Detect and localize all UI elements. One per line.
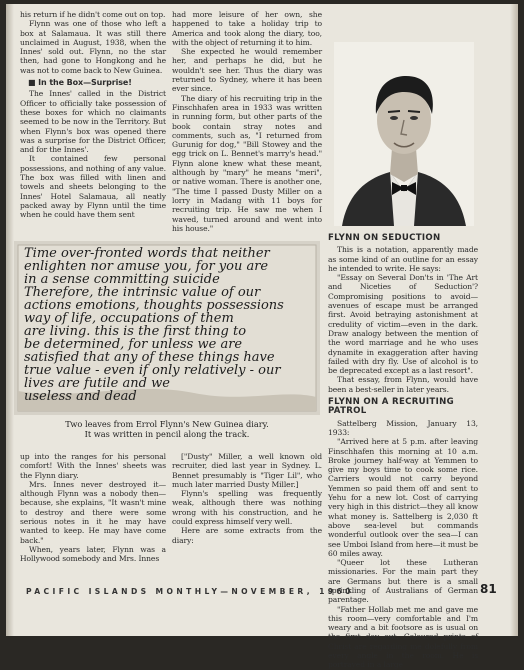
portrait-illustration — [334, 42, 474, 226]
paragraph: Sattelberg Mission, January 13, 1933: — [328, 418, 478, 437]
diary-caption — [14, 419, 320, 439]
section-heading: FLYNN ON SEDUCTION — [328, 233, 441, 243]
paragraph: "Queer lot these Lutheran missionaries. For the main part they are Germans but there is a small sprinkling of Australians of German parentage. — [328, 558, 478, 605]
subheading: ■ In the Box—Surprise! — [28, 78, 132, 88]
errol-flynn-portrait — [334, 42, 474, 226]
paragraph: Mrs. Innes never destroyed it—although Flynn was a nobody then—because, she explains, "It wasn't mine to destroy and there were some serious notes in it he may have wanted to keep. He may have come back." — [20, 479, 166, 545]
paragraph: "Father Hollab met me and gave me this room—very comfortable and I'm weary and a bit footsore as is usual on the first day out. Coloured prints of Christ are regarding me dolefully from every angle in the room. He is portrayed in a large — [328, 604, 478, 670]
magazine-page — [6, 4, 518, 670]
diary-line: useless and dead — [24, 389, 137, 404]
page-footer: PACIFIC ISLANDS MONTHLY—NOVEMBER, 1960 — [26, 587, 354, 596]
column-2-bottom — [172, 452, 322, 545]
column-3 — [328, 230, 478, 670]
paragraph: "Essay on Several Don'ts in 'The Art and Niceties of Seduction'? Compromising positions to avoid—avenues of escape must be arranged first. Avoid betraying astonishment at credulity of victim—even in the dark. Draw analogy between the mention of the word marriage and he who uses dynamite in exaggeration after having failed with dry fly. Use of alcohol is to be deprecated except as a last resort". — [328, 273, 478, 376]
paragraph: When, years later, Flynn was a Hollywood somebody and Mrs. Innes — [20, 544, 166, 564]
diary-line: way of life, occupations of them — [24, 311, 234, 326]
subheading-text: In the Box—Surprise! — [38, 78, 132, 88]
paragraph: his return if he didn't come out on top. — [20, 10, 166, 19]
paragraph: The diary of his recruiting trip in the Finschhafen area in 1933 was written in running form, but other parts of the book contain stray notes and comments, such as, "I returned from Gurunig for dog," "Bill Stowey and the egg trick on L. Bennet's marry's head." Flynn alone knew what these meant, although by "mary" he means "meri", or native woman. There is another one, "The time I passed Dusty Miller on a lorry in Madang with 11 boys for recruiting trip. He saw me when I waved, turned around and went into his house." — [172, 93, 322, 233]
diary-line: Time over-fronted words that neither — [24, 246, 270, 261]
paragraph: "Arrived here at 5 p.m. after leaving Finschhafen this morning at 10 a.m. Broke journey half-way at Yemmen to give my boys time to cook some rice. Carriers would not carry beyond Yemmen so paid them off and sent to Yehu for a new lot. Cost of carrying very high in this district—they all know what money is. Sattelberg is 2,030 ft above sea-level but commands wonderful outlook over the sea—I can see Umboi Island from here—it must be 60 miles away. — [328, 437, 478, 558]
column-1-bottom — [20, 452, 166, 564]
page-spine-shadow — [6, 4, 14, 636]
caption-line: Two leaves from Errol Flynn's New Guinea diary. — [65, 419, 269, 429]
diary-line: Therefore, the intrinsic value of our — [24, 285, 261, 300]
diary-line: in a sense committing suicide — [24, 272, 220, 287]
diary-line: actions emotions, thoughts possessions — [24, 298, 284, 313]
paragraph: had more leisure of her own, she happened to take a holiday trip to America and took along the diary, too, with the object of returning it to him. — [172, 10, 322, 47]
diary-line: be determined, for unless we are — [24, 337, 243, 352]
page-edge-shadow — [510, 4, 518, 636]
diary-line: true value - even if only relatively - our — [24, 363, 281, 378]
diary-handwriting-image — [14, 241, 320, 415]
paragraph: up into the ranges for his personal comfort! With the Innes' sheets was the Flynn diary. — [20, 452, 166, 480]
paragraph: This is a notation, apparently made as some kind of an outline for an essay he intended to write. He says: — [328, 245, 478, 273]
paragraph: Flynn's spelling was frequently weak, although there was nothing wrong with his construction, and he could express himself very well. — [172, 489, 322, 527]
paragraph: ["Dusty" Miller, a well known old recruiter, died last year in Sydney. L. Bennet presumably is "Tiger Lil", who much later married Dusty Miller.] — [172, 452, 322, 489]
paragraph: The Innes' called in the District Officer to officially take possession of these boxes for which no claimants seemed to be now in the Territory. But when Flynn's box was opened there was a surprise for the District Officer, and for the Innes'. — [20, 89, 166, 155]
page-number: 81 — [480, 582, 497, 596]
paragraph: Flynn was one of those who left a box at Salamaua. It was still there unclaimed in August, 1938, when the Innes' sold out. Flynn, no the star then, had gone to Hongkong and he was not to come back to New Guinea. — [20, 19, 166, 75]
diary-line: satisfied that any of these things have — [24, 350, 275, 365]
paragraph: She expected he would remember her, and perhaps he did, but he wouldn't see her. Thus the diary was returned to Sydney, where it has been ever since. — [172, 47, 322, 94]
column-2-top — [172, 10, 322, 233]
paragraph: It contained few personal possessions, and nothing of any value. The box was filled with linen and towels and sheets belonging to the Innes' Hotel Salamaua, all neatly packed away by Flynn until the time when he could have them sent — [20, 154, 166, 220]
column-1-top — [20, 10, 166, 220]
paragraph: That essay, from Flynn, would have been a best-seller in later years. — [328, 375, 478, 394]
diary-line: are living. this is the first thing to — [24, 324, 247, 339]
diary-line: lives are futile and we — [24, 376, 170, 391]
caption-line: It was written in pencil along the track. — [84, 429, 250, 439]
diary-line: enlighten nor amuse you, for you are — [24, 259, 269, 274]
paragraph: Here are some extracts from the diary: — [172, 526, 322, 545]
section-heading: FLYNN ON A RECRUITING PATROL — [328, 397, 454, 417]
diary-page-graphic — [14, 241, 320, 415]
